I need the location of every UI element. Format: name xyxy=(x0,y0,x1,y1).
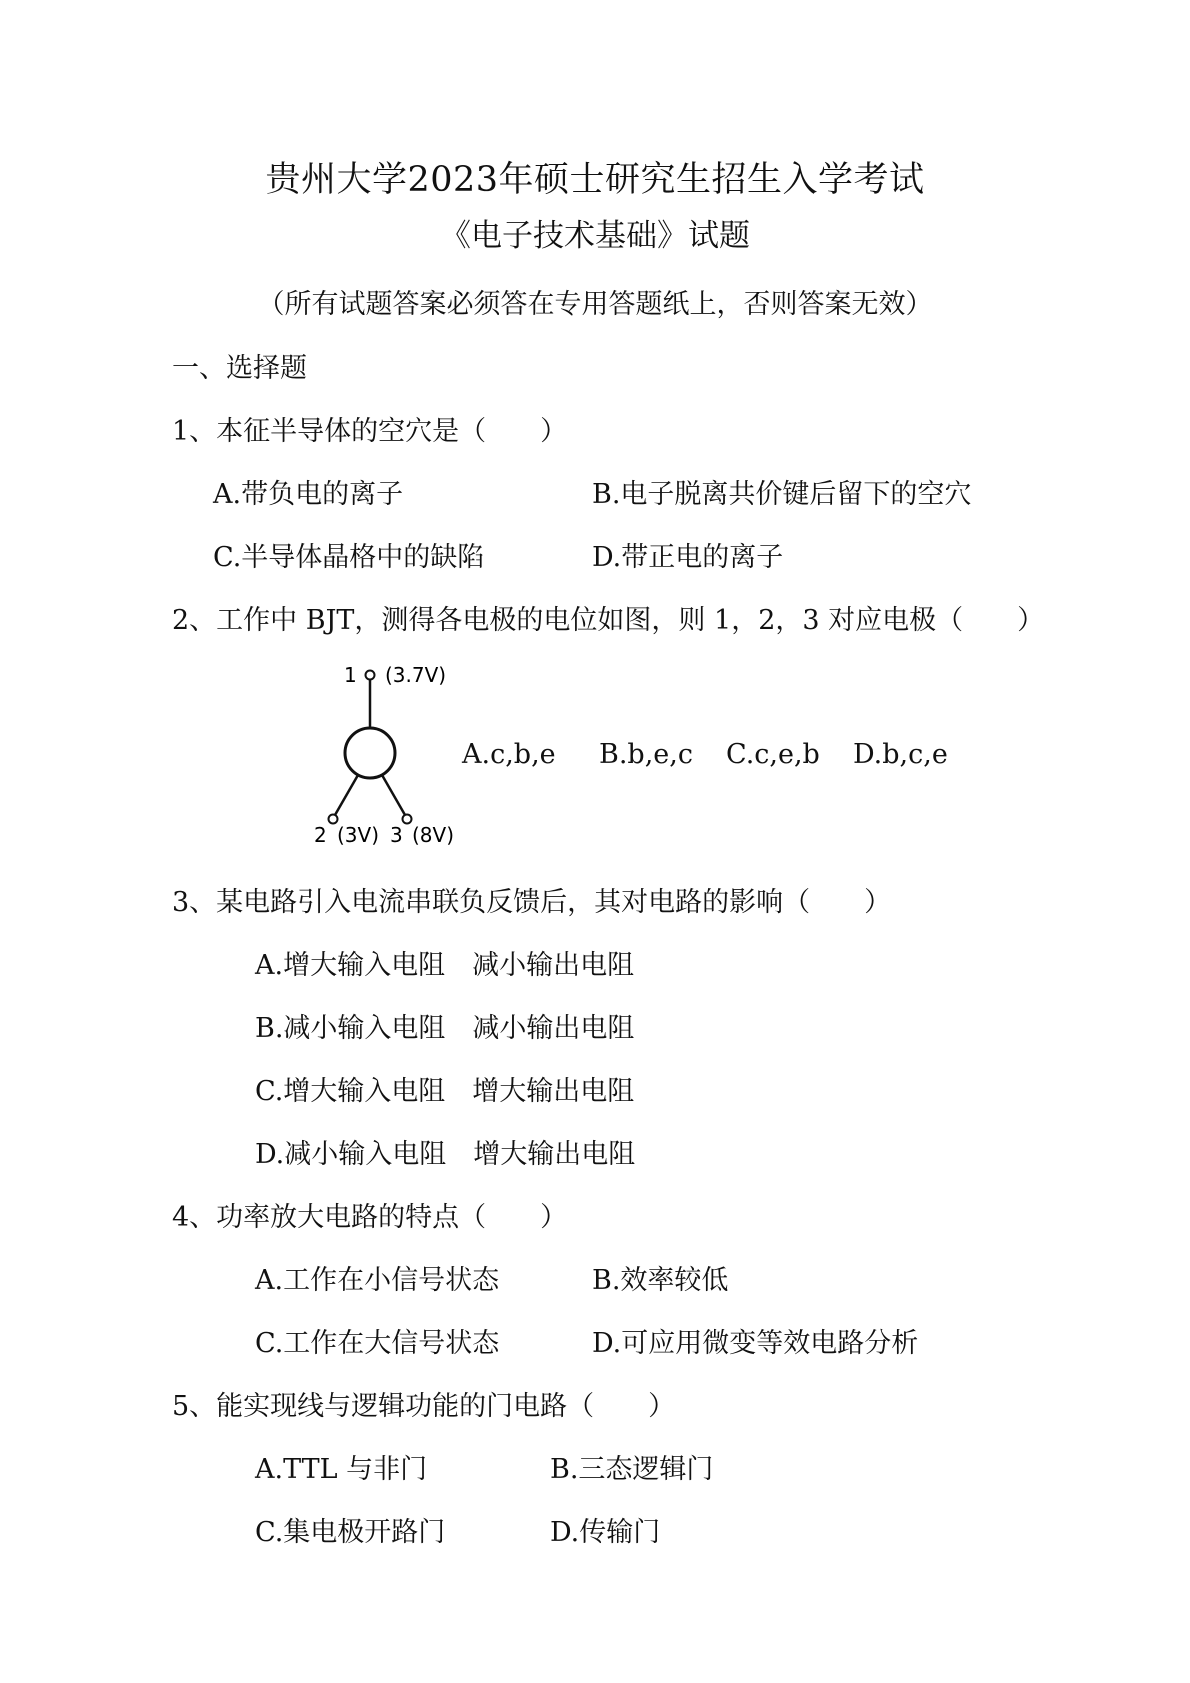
bjt-diagram xyxy=(300,660,480,860)
pin3-terminal xyxy=(403,815,412,824)
question-2-option-b: B.b,e,c xyxy=(599,739,693,770)
pin3-lead xyxy=(382,775,405,815)
question-3-option-d: D.减小输入电阻 增大输出电阻 xyxy=(255,1139,636,1170)
transistor-body xyxy=(345,728,395,778)
pin2-lead xyxy=(335,775,358,815)
pin2-voltage: (3V) xyxy=(337,823,380,847)
question-5-option-d: D.传输门 xyxy=(550,1517,661,1548)
question-3-option-b: B.减小输入电阻 减小输出电阻 xyxy=(255,1013,635,1044)
pin1-voltage: (3.7V) xyxy=(385,663,447,687)
question-4-option-b: B.效率较低 xyxy=(592,1265,729,1296)
question-3-option-a: A.增大输入电阻 减小输出电阻 xyxy=(255,950,635,981)
question-1-option-b: B.电子脱离共价键后留下的空穴 xyxy=(592,479,972,510)
exam-subject: 《电子技术基础》试题 xyxy=(440,218,750,254)
pin3-label: 3 xyxy=(390,823,403,847)
question-1-option-a: A.带负电的离子 xyxy=(213,479,404,510)
question-1-stem: 1、本征半导体的空穴是（ ） xyxy=(172,416,568,447)
question-3-option-c: C.增大输入电阻 增大输出电阻 xyxy=(255,1076,635,1107)
question-4-stem: 4、功率放大电路的特点（ ） xyxy=(172,1202,568,1233)
question-5-option-b: B.三态逻辑门 xyxy=(550,1454,714,1485)
section-title: 一、选择题 xyxy=(172,353,307,384)
pin3-voltage: (8V) xyxy=(412,823,455,847)
question-2-option-d: D.b,c,e xyxy=(853,739,948,770)
question-4-option-d: D.可应用微变等效电路分析 xyxy=(592,1328,919,1359)
question-2-option-a: A.c,b,e xyxy=(462,739,556,770)
question-5-option-a: A.TTL 与非门 xyxy=(255,1454,428,1485)
question-3-stem: 3、某电路引入电流串联负反馈后，其对电路的影响（ ） xyxy=(172,887,892,918)
pin1-terminal xyxy=(366,671,375,680)
exam-title: 贵州大学2023年硕士研究生招生入学考试 xyxy=(265,160,925,200)
question-2-stem: 2、工作中 BJT，测得各电极的电位如图，则 1，2，3 对应电极（ ） xyxy=(172,605,1045,636)
question-1-option-c: C.半导体晶格中的缺陷 xyxy=(213,542,485,573)
pin1-label: 1 xyxy=(344,663,357,687)
question-4-option-a: A.工作在小信号状态 xyxy=(255,1265,500,1296)
question-2-option-c: C.c,e,b xyxy=(726,739,820,770)
question-5-stem: 5、能实现线与逻辑功能的门电路（ ） xyxy=(172,1391,676,1422)
answer-notice: （所有试题答案必须答在专用答题纸上，否则答案无效） xyxy=(257,289,933,320)
question-1-option-d: D.带正电的离子 xyxy=(592,542,784,573)
question-4-option-c: C.工作在大信号状态 xyxy=(255,1328,500,1359)
question-5-option-c: C.集电极开路门 xyxy=(255,1517,446,1548)
pin2-label: 2 xyxy=(314,823,327,847)
